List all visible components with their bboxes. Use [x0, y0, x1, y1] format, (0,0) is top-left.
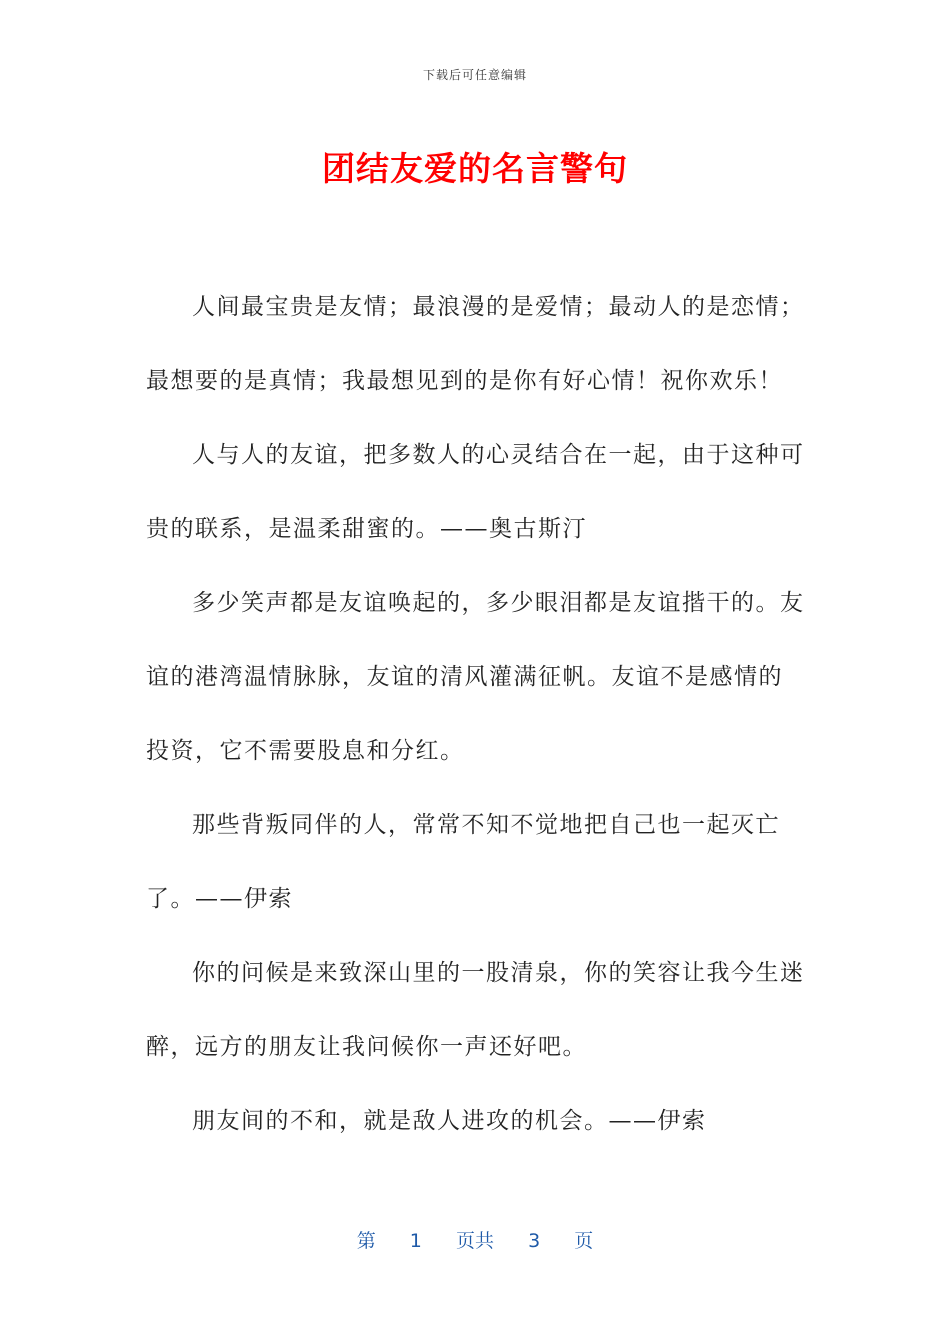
total-pages: 3: [528, 1230, 541, 1252]
page-label-suffix: 页: [574, 1230, 594, 1252]
paragraph: 人间最宝贵是友情；最浪漫的是爱情；最动人的是恋情；最想要的是真情；我最想见到的是你有好心情！祝你欢乐！: [146, 294, 805, 394]
page-number: 1: [409, 1230, 422, 1252]
page-label-middle: 页共: [455, 1230, 494, 1252]
paragraph: 朋友间的不和，就是敌人进攻的机会。——伊索: [192, 1108, 707, 1134]
paragraph: 多少笑声都是友谊唤起的，多少眼泪都是友谊揩干的。友谊的港湾温情脉脉，友谊的清风灌满征帆。友谊不是感情的投资，它不需要股息和分红。: [146, 590, 805, 764]
document-title: 团结友爱的名言警句: [322, 149, 628, 188]
paragraph: 那些背叛同伴的人，常常不知不觉地把自己也一起灭亡了。——伊索: [146, 812, 780, 912]
paragraph: 人与人的友谊，把多数人的心灵结合在一起，由于这种可贵的联系，是温柔甜蜜的。——奥古斯汀: [146, 442, 805, 542]
paragraph: 你的问候是来致深山里的一股清泉，你的笑容让我今生迷醉，远方的朋友让我问候你一声还好吧。: [146, 960, 805, 1060]
page-label-prefix: 第: [356, 1230, 376, 1252]
page-footer: [0, 1226, 950, 1253]
document-body: [146, 270, 806, 1158]
header-note: 下载后可任意编辑: [422, 68, 527, 82]
